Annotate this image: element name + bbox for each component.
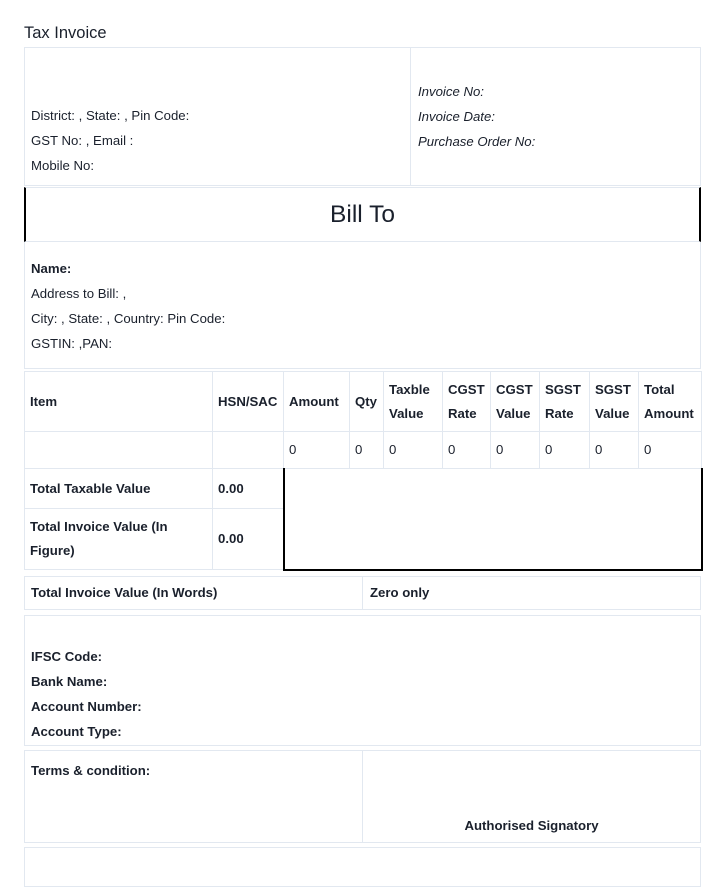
items-table bbox=[24, 371, 703, 571]
terms-label: Terms & condition: bbox=[31, 762, 151, 778]
col-header-qty: Qty bbox=[350, 372, 384, 432]
col-header-amount: Amount bbox=[284, 372, 350, 432]
account-type-label: Account Type: bbox=[31, 723, 122, 739]
total-in-words-value: Zero only bbox=[370, 585, 430, 600]
seller-invoice-meta-box bbox=[24, 47, 701, 186]
bill-to-band bbox=[24, 187, 701, 242]
total-invoice-figure-value: 0.00 bbox=[213, 509, 284, 570]
bank-name-label: Bank Name: bbox=[31, 673, 108, 689]
totals-blank-area bbox=[284, 469, 702, 570]
col-header-taxble-value: Taxble Value bbox=[384, 372, 443, 432]
col-header-item: Item bbox=[25, 372, 213, 432]
col-header-sgst-rate: SGST Rate bbox=[540, 372, 590, 432]
page-title: Tax Invoice bbox=[24, 24, 107, 42]
col-header-cgst-value: CGST Value bbox=[491, 372, 540, 432]
buyer-name-line: Name: bbox=[31, 261, 72, 276]
signatory-cell bbox=[363, 751, 700, 842]
invoice-no-label: Invoice No: bbox=[418, 84, 484, 99]
col-header-sgst-value: SGST Value bbox=[590, 372, 639, 432]
item-cell-qty: 0 bbox=[350, 432, 384, 469]
account-number-label: Account Number: bbox=[31, 698, 142, 714]
invoice-sheet bbox=[24, 0, 701, 887]
invoice-date-label: Invoice Date: bbox=[418, 109, 495, 124]
total-invoice-figure-label: Total Invoice Value (In Figure) bbox=[25, 509, 213, 570]
total-in-words-row bbox=[24, 576, 701, 610]
bank-details-box bbox=[24, 615, 701, 746]
seller-district-line: District: , State: , Pin Code: bbox=[31, 108, 190, 123]
item-cell-cgst-rate: 0 bbox=[443, 432, 491, 469]
items-header-row bbox=[25, 372, 702, 432]
buyer-gstin-pan-line: GSTIN: ,PAN: bbox=[31, 336, 113, 351]
purchase-order-no-label: Purchase Order No: bbox=[418, 134, 536, 149]
item-cell-sgst-rate: 0 bbox=[540, 432, 590, 469]
buyer-city-line: City: , State: , Country: Pin Code: bbox=[31, 311, 226, 326]
terms-signatory-box bbox=[24, 750, 701, 843]
buyer-details-box bbox=[24, 242, 701, 369]
item-cell-taxble-value: 0 bbox=[384, 432, 443, 469]
col-header-cgst-rate: CGST Rate bbox=[443, 372, 491, 432]
total-in-words-label: Total Invoice Value (In Words) bbox=[25, 577, 363, 609]
buyer-address-line: Address to Bill: , bbox=[31, 286, 127, 301]
seller-gst-email-line: GST No: , Email : bbox=[31, 133, 134, 148]
total-taxable-row bbox=[25, 469, 702, 509]
item-cell-sgst-value: 0 bbox=[590, 432, 639, 469]
seller-mobile-line: Mobile No: bbox=[31, 158, 95, 173]
item-row bbox=[25, 432, 702, 469]
item-cell-amount: 0 bbox=[284, 432, 350, 469]
ifsc-code-label: IFSC Code: bbox=[31, 648, 103, 664]
col-header-total-amount: Total Amount bbox=[639, 372, 702, 432]
bill-to-heading: Bill To bbox=[330, 200, 395, 228]
seller-details-cell bbox=[25, 48, 411, 185]
terms-cell bbox=[25, 751, 363, 842]
item-cell-item bbox=[25, 432, 213, 469]
total-taxable-value: 0.00 bbox=[213, 469, 284, 509]
item-cell-cgst-value: 0 bbox=[491, 432, 540, 469]
col-header-hsn-sac: HSN/SAC bbox=[213, 372, 284, 432]
authorised-signatory-label: Authorised Signatory bbox=[464, 817, 599, 833]
total-taxable-label: Total Taxable Value bbox=[25, 469, 213, 509]
item-cell-total-amount: 0 bbox=[639, 432, 702, 469]
invoice-meta-cell bbox=[411, 48, 700, 185]
item-cell-hsn-sac bbox=[213, 432, 284, 469]
next-section-cutoff-box bbox=[24, 847, 701, 887]
